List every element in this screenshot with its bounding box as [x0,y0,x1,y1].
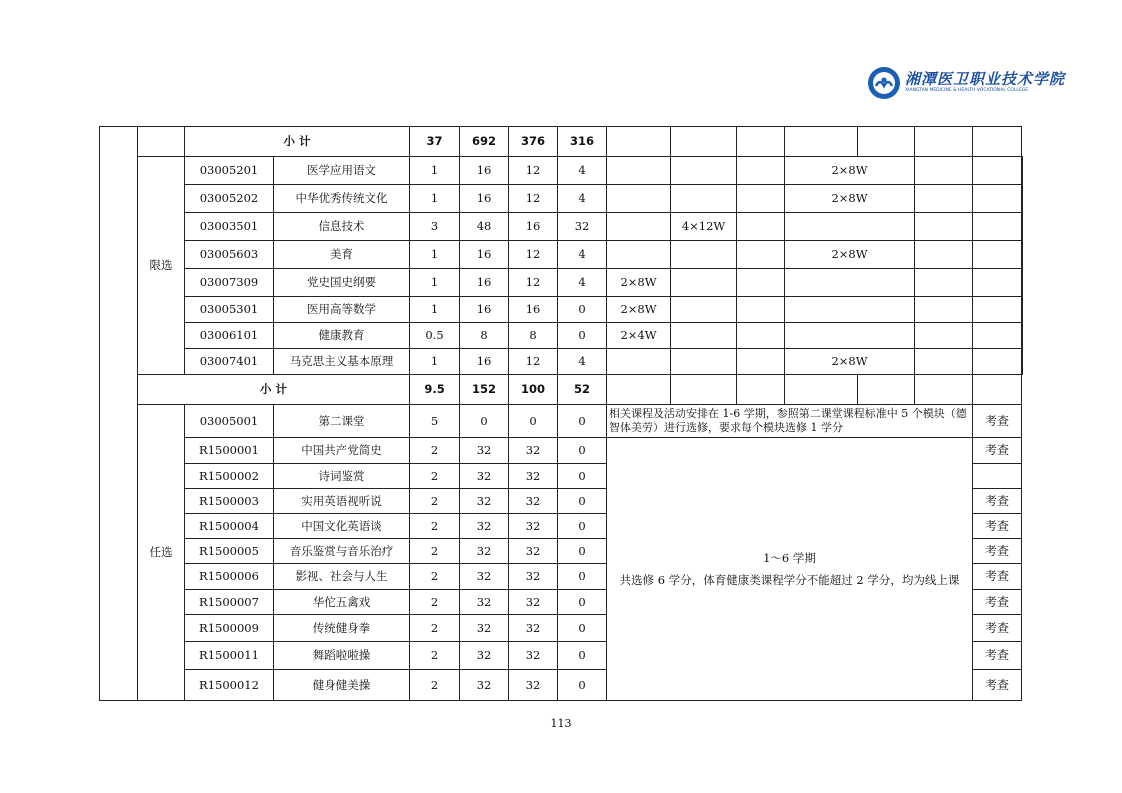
course-theory-hours: 16 [509,213,558,241]
course-total-hours: 0 [460,405,509,438]
course-theory-hours: 32 [509,564,558,590]
course-theory-hours: 12 [509,157,558,185]
course-theory-hours: 32 [509,539,558,564]
semester-1-schedule [607,185,671,213]
course-practice-hours: 0 [558,642,607,670]
semester-6-schedule [973,297,1022,323]
course-code: R1500009 [185,615,274,642]
semester-2-schedule [671,349,737,375]
course-total-hours: 32 [460,642,509,670]
subtotal-total-hours: 692 [460,127,509,157]
course-name: 健康教育 [274,323,410,349]
course-name: 影视、社会与人生 [274,564,410,590]
course-name: 传统健身拳 [274,615,410,642]
elective-merged-note [607,438,973,701]
table-row [100,405,1023,438]
course-theory-hours: 8 [509,323,558,349]
semester-2-schedule [671,323,737,349]
semester-2-schedule [671,241,737,269]
course-theory-hours: 0 [509,405,558,438]
semester-4-schedule [785,323,915,349]
semester-6-schedule [973,349,1022,375]
course-practice-hours: 0 [558,464,607,489]
subtotal-practice-hours: 52 [558,375,607,405]
course-plan-table [99,126,1023,701]
course-code: 03005603 [185,241,274,269]
semester-cell [785,375,858,405]
semester-6-schedule [973,185,1022,213]
elective-note-requirement: 共选修 6 学分，体育健康类课程学分不能超过 2 学分，均为线上课 [619,573,960,587]
course-name: 马克思主义基本原理 [274,349,410,375]
table-row [100,297,1023,323]
semester-6-schedule [973,323,1022,349]
course-theory-hours: 12 [509,269,558,297]
semester-4-schedule: 2×8W [785,185,915,213]
course-theory-hours: 32 [509,489,558,514]
group-label-renxuan: 任选 [138,405,185,701]
course-name: 第二课堂 [274,405,410,438]
course-practice-hours: 0 [558,539,607,564]
course-name: 诗词鉴赏 [274,464,410,489]
course-theory-hours: 12 [509,349,558,375]
course-theory-hours: 32 [509,670,558,701]
course-total-hours: 16 [460,157,509,185]
page-number: 113 [550,717,572,730]
semester-3-schedule [737,323,785,349]
assessment-type [1022,349,1023,375]
assessment-type [1022,241,1023,269]
college-logo [867,66,1066,102]
course-code: 03007401 [185,349,274,375]
course-theory-hours: 32 [509,642,558,670]
course-name: 音乐鉴赏与音乐治疗 [274,539,410,564]
course-name: 信息技术 [274,213,410,241]
course-name: 中华优秀传统文化 [274,185,410,213]
course-theory-hours: 16 [509,297,558,323]
course-theory-hours: 32 [509,514,558,539]
semester-3-schedule [737,349,785,375]
table-row [100,323,1023,349]
course-practice-hours: 0 [558,615,607,642]
course-theory-hours: 12 [509,185,558,213]
table-row [100,157,1023,185]
course-total-hours: 32 [460,514,509,539]
semester-5-schedule [915,349,973,375]
course-practice-hours: 0 [558,297,607,323]
assessment-type [1022,185,1023,213]
course-practice-hours: 0 [558,564,607,590]
course-credits: 2 [410,564,460,590]
assessment-type: 考查 [973,489,1022,514]
semester-cell [671,375,737,405]
table-row [100,185,1023,213]
assessment-type [1022,323,1023,349]
semester-4-schedule [785,297,915,323]
assessment-type [1022,213,1023,241]
semester-1-schedule [607,213,671,241]
course-credits: 1 [410,241,460,269]
semester-6-schedule [973,213,1022,241]
course-total-hours: 32 [460,464,509,489]
course-total-hours: 48 [460,213,509,241]
school-name-en: XIANGTAN MEDICINE & HEALTH VOCATIONAL COLLEGE [905,88,1029,93]
assessment-type: 考查 [973,590,1022,615]
semester-5-schedule [915,269,973,297]
course-code: 03005301 [185,297,274,323]
course-total-hours: 16 [460,349,509,375]
course-name: 华佗五禽戏 [274,590,410,615]
semester-2-schedule [671,297,737,323]
assessment-type: 考查 [973,514,1022,539]
assessment-type: 考查 [973,405,1022,438]
course-code: R1500011 [185,642,274,670]
course-practice-hours: 0 [558,405,607,438]
semester-5-schedule [915,323,973,349]
course-code: R1500002 [185,464,274,489]
course-practice-hours: 4 [558,241,607,269]
assessment-type [1022,157,1023,185]
course-name: 实用英语视听说 [274,489,410,514]
course-practice-hours: 0 [558,590,607,615]
course-credits: 5 [410,405,460,438]
course-code: R1500001 [185,438,274,464]
course-credits: 2 [410,438,460,464]
course-code: R1500006 [185,564,274,590]
semester-6-schedule [973,157,1022,185]
table-row-top-subtotal [100,127,1023,157]
assessment-type [1022,269,1023,297]
second-classroom-note: 相关课程及活动安排在 1-6 学期，参照第二课堂课程标准中 5 个模块（德智体美劳）进行选修，要求每个模块选修 1 学分 [607,405,973,438]
course-name: 医用高等数学 [274,297,410,323]
assessment-type: 考查 [973,564,1022,590]
course-code: 03005001 [185,405,274,438]
elective-note-semesters: 1～6 学期 [763,551,816,565]
subtotal-theory-hours: 376 [509,127,558,157]
subtotal-label: 小 计 [185,127,410,157]
semester-4-schedule: 2×8W [785,241,915,269]
course-name: 健身健美操 [274,670,410,701]
course-practice-hours: 0 [558,323,607,349]
subtotal-credits: 37 [410,127,460,157]
course-total-hours: 8 [460,323,509,349]
course-credits: 0.5 [410,323,460,349]
course-credits: 1 [410,297,460,323]
course-total-hours: 16 [460,241,509,269]
course-code: R1500012 [185,670,274,701]
course-credits: 1 [410,157,460,185]
course-theory-hours: 32 [509,590,558,615]
course-practice-hours: 32 [558,213,607,241]
course-theory-hours: 12 [509,241,558,269]
subtotal-theory-hours: 100 [509,375,558,405]
course-total-hours: 32 [460,438,509,464]
semester-5-schedule [915,297,973,323]
course-theory-hours: 32 [509,615,558,642]
assessment-type [1022,297,1023,323]
course-total-hours: 16 [460,185,509,213]
semester-3-schedule [737,185,785,213]
table-row-xianxuan-subtotal [100,375,1023,405]
table-row [100,269,1023,297]
course-name: 党史国史纲要 [274,269,410,297]
course-code: R1500007 [185,590,274,615]
course-theory-hours: 32 [509,438,558,464]
subtotal-total-hours: 152 [460,375,509,405]
course-theory-hours: 32 [509,464,558,489]
course-credits: 2 [410,539,460,564]
semester-cell [607,375,671,405]
semester-4-schedule [785,213,915,241]
semester-6-schedule [973,241,1022,269]
semester-3-schedule [737,241,785,269]
semester-5-schedule [915,157,973,185]
assessment-type: 考查 [973,539,1022,564]
course-code: R1500005 [185,539,274,564]
table-row [100,241,1023,269]
semester-2-schedule [671,185,737,213]
course-credits: 2 [410,464,460,489]
semester-4-schedule: 2×8W [785,157,915,185]
course-practice-hours: 0 [558,670,607,701]
semester-1-schedule: 2×8W [607,297,671,323]
table-row [100,438,1023,464]
semester-2-schedule: 4×12W [671,213,737,241]
assessment-type: 考查 [973,615,1022,642]
course-total-hours: 16 [460,269,509,297]
semester-3-schedule [737,297,785,323]
assessment-type [973,464,1022,489]
course-practice-hours: 0 [558,514,607,539]
semester-1-schedule [607,241,671,269]
semester-3-schedule [737,157,785,185]
course-code: R1500004 [185,514,274,539]
course-credits: 2 [410,642,460,670]
course-name: 中国共产党简史 [274,438,410,464]
semester-cell [858,375,915,405]
table-row [100,349,1023,375]
course-practice-hours: 0 [558,438,607,464]
course-practice-hours: 4 [558,349,607,375]
outer-category-cell [100,127,138,701]
assessment-type: 考查 [973,670,1022,701]
course-credits: 2 [410,615,460,642]
course-total-hours: 32 [460,670,509,701]
semester-cell [737,375,785,405]
semester-1-schedule: 2×8W [607,269,671,297]
semester-cell [973,375,1022,405]
course-credits: 2 [410,489,460,514]
group-label-xianxuan: 限选 [138,157,185,375]
course-total-hours: 32 [460,539,509,564]
semester-6-schedule [973,269,1022,297]
course-credits: 2 [410,670,460,701]
course-total-hours: 32 [460,564,509,590]
semester-4-schedule: 2×8W [785,349,915,375]
course-practice-hours: 4 [558,269,607,297]
course-credits: 1 [410,185,460,213]
college-emblem-icon [867,66,901,100]
semester-3-schedule [737,269,785,297]
semester-cell [915,375,973,405]
semester-2-schedule [671,269,737,297]
course-credits: 1 [410,269,460,297]
course-total-hours: 32 [460,615,509,642]
course-name: 中国文化英语谈 [274,514,410,539]
semester-5-schedule [915,213,973,241]
school-name-cn: 湘潭医卫职业技术学院 [905,70,1066,88]
semester-1-schedule [607,157,671,185]
course-name: 舞蹈啦啦操 [274,642,410,670]
course-credits: 3 [410,213,460,241]
subtotal-label: 小 计 [138,375,410,405]
course-total-hours: 16 [460,297,509,323]
course-code: 03003501 [185,213,274,241]
course-practice-hours: 4 [558,185,607,213]
semester-1-schedule [607,349,671,375]
course-name: 美育 [274,241,410,269]
course-name: 医学应用语文 [274,157,410,185]
semester-2-schedule [671,157,737,185]
course-total-hours: 32 [460,489,509,514]
assessment-type: 考查 [973,642,1022,670]
course-code: 03005201 [185,157,274,185]
assessment-type: 考查 [973,438,1022,464]
course-code: 03007309 [185,269,274,297]
semester-4-schedule [785,269,915,297]
course-credits: 2 [410,590,460,615]
subtotal-practice-hours: 316 [558,127,607,157]
course-total-hours: 32 [460,590,509,615]
course-practice-hours: 4 [558,157,607,185]
course-code: R1500003 [185,489,274,514]
course-credits: 2 [410,514,460,539]
semester-5-schedule [915,241,973,269]
semester-1-schedule: 2×4W [607,323,671,349]
course-code: 03006101 [185,323,274,349]
semester-5-schedule [915,185,973,213]
semester-3-schedule [737,213,785,241]
course-code: 03005202 [185,185,274,213]
subtotal-credits: 9.5 [410,375,460,405]
course-credits: 1 [410,349,460,375]
course-practice-hours: 0 [558,489,607,514]
table-row [100,213,1023,241]
